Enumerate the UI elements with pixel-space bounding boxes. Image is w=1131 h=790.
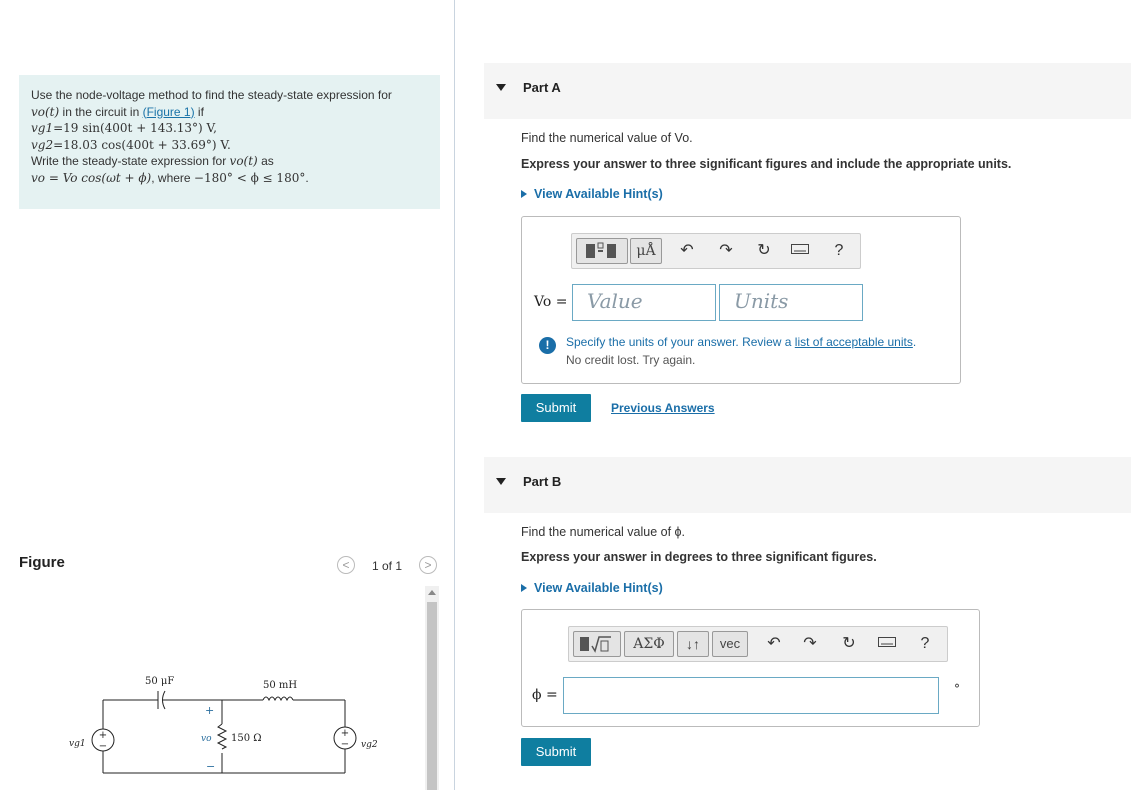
part-b-question: Find the numerical value of ϕ. [521,525,686,539]
capacitor-label: 50 μF [145,676,175,687]
part-b-label: Part B [523,474,562,489]
circuit-diagram [55,665,405,780]
vo-plus: + [205,704,215,717]
vo-t-var: vo(t) [31,104,60,119]
vg1-var: vg1 [31,121,54,135]
units-button[interactable]: μÅ [630,238,662,264]
greek-symbols-button[interactable]: ΑΣΦ [624,631,674,657]
warning-message [566,334,916,351]
keyboard-icon[interactable] [878,635,896,653]
problem-line-6 [31,170,428,187]
sort-icon[interactable]: ↓↑ [677,631,709,657]
part-b-hint-link[interactable] [521,581,663,595]
template-icon [574,632,620,656]
part-b-submit-button[interactable]: Submit [521,738,591,766]
problem-text: if [194,104,204,119]
reset-icon[interactable]: ↻ [757,242,771,259]
vg1-minus: − [98,741,108,752]
vg1-plus: + [98,730,108,741]
part-a-answer-box [521,216,961,384]
problem-text: Write the steady-state expression for [31,154,230,168]
collapse-triangle-icon[interactable] [496,478,506,485]
template-icon [577,239,627,263]
warning-subtext: No credit lost. Try again. [566,353,696,367]
reset-icon[interactable]: ↻ [842,635,856,652]
vo-label: vo [201,734,212,744]
caret-right-icon [521,584,527,592]
problem-statement [19,75,440,209]
pane-divider [454,0,455,790]
vo-t-var: vo(t) [229,154,258,168]
template-icon[interactable] [573,631,621,657]
vg2-expression: =18.03 cos(400t + 33.69°) V. [53,137,231,152]
vg2-minus: − [340,739,350,750]
keyboard-icon [878,636,896,648]
vec-button[interactable]: vec [712,631,748,657]
keyboard-icon [791,243,809,255]
vg1-expression: =19 sin(400t + 143.13°) V, [53,121,217,135]
problem-line-2 [31,104,428,121]
part-a-submit-button[interactable]: Submit [521,394,591,422]
chevron-right-icon[interactable]: > [419,556,437,574]
resistor [218,724,226,749]
chevron-left-icon[interactable]: < [337,556,355,574]
part-a-label: Part A [523,80,561,95]
vg2-plus: + [340,728,350,739]
warning-text: . [912,335,917,349]
previous-answers-link[interactable]: Previous Answers [611,401,715,415]
phi-input[interactable] [563,677,939,714]
problem-line-4 [31,137,428,154]
phi-equals-label: ϕ = [532,687,558,703]
vo-form-expression: vo = Vo cos(ωt + ϕ) [31,170,152,185]
units-input[interactable]: Units [719,284,863,321]
hint-label: View Available Hint(s) [534,581,663,595]
part-a-question: Find the numerical value of Vo. [521,131,693,145]
part-a-header[interactable] [484,63,1131,119]
problem-text: as [257,154,274,168]
part-b-instruction: Express your answer in degrees to three significant figures. [521,550,877,564]
problem-line-5 [31,153,428,170]
part-b-answer-box [521,609,980,727]
redo-icon[interactable]: ↷ [719,242,733,259]
problem-text: in the circuit in [59,104,143,119]
figure-link[interactable]: (Figure 1) [142,104,195,119]
keyboard-icon[interactable] [791,242,809,260]
warning-icon: ! [539,337,556,354]
undo-icon[interactable]: ↶ [680,242,694,259]
scrollbar-thumb[interactable] [427,602,437,790]
help-icon[interactable]: ? [834,242,844,259]
problem-text: . [305,170,309,185]
caret-right-icon [521,190,527,198]
phi-condition: −180° < ϕ ≤ 180° [193,170,306,185]
part-a-instruction: Express your answer to three significant figures and include the appropriate units. [521,157,1012,171]
problem-intro-text: Use the node-voltage method to find the steady-state expression for [31,88,392,102]
acceptable-units-link[interactable]: list of acceptable units [794,335,913,349]
problem-line-1 [31,87,428,104]
resistor-label: 150 Ω [231,733,262,744]
problem-text: , where [151,170,194,185]
vg2-label: vg2 [361,740,378,750]
undo-icon[interactable]: ↶ [767,635,781,652]
collapse-triangle-icon[interactable] [496,84,506,91]
part-a-toolbar [571,233,861,269]
scroll-up-icon[interactable] [428,590,436,595]
hint-label: View Available Hint(s) [534,187,663,201]
figure-pager: 1 of 1 [372,559,403,573]
vo-minus: − [206,760,216,773]
part-b-header[interactable] [484,457,1131,513]
part-b-toolbar [568,626,948,662]
problem-line-3 [31,120,428,137]
degree-unit: ° [954,682,960,696]
vg2-var: vg2 [31,137,54,152]
inductor-label: 50 mH [263,680,298,691]
part-a-hint-link[interactable] [521,187,663,201]
redo-icon[interactable]: ↷ [803,635,817,652]
help-icon[interactable]: ? [920,635,930,652]
inductor [263,697,293,700]
template-icon[interactable] [576,238,628,264]
warning-text: Specify the units of your answer. Review a [566,335,795,349]
value-input[interactable]: Value [572,284,716,321]
figure-title: Figure [19,554,65,571]
vo-equals-label: Vo = [534,294,568,310]
figure-scrollbar[interactable] [425,586,439,790]
vg1-label: vg1 [69,739,86,749]
